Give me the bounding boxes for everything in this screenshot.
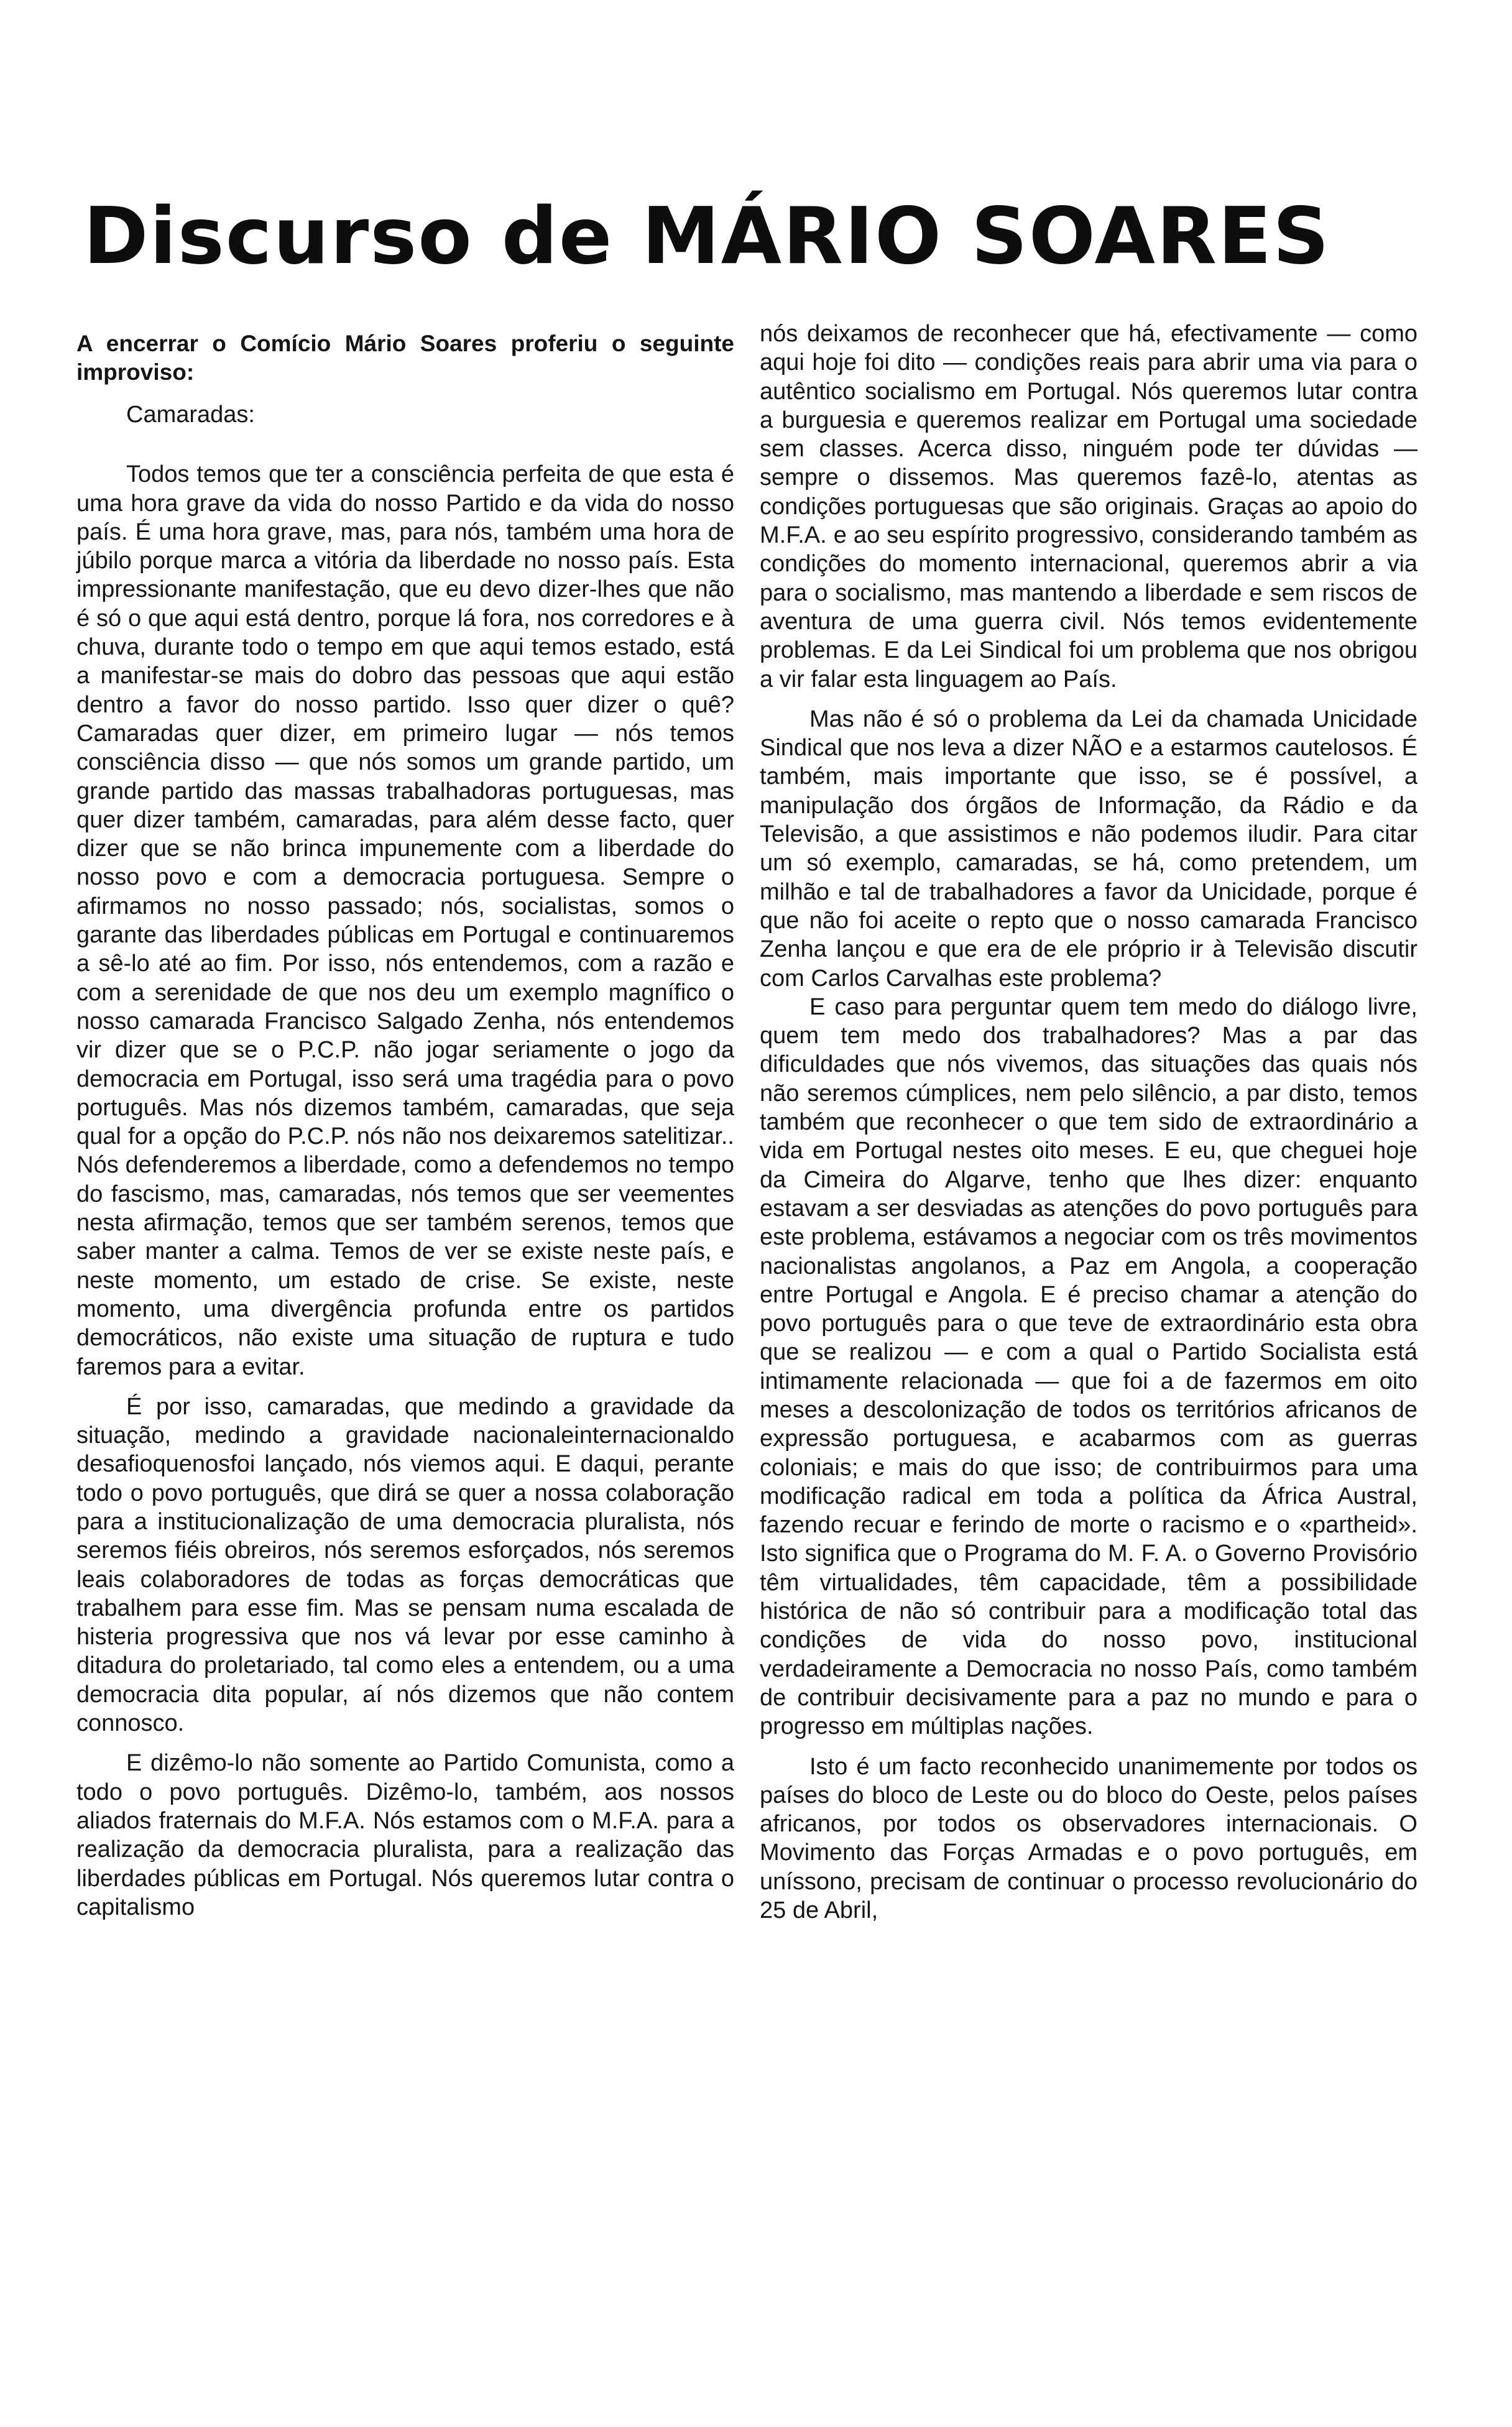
paragraph: E caso para perguntar quem tem medo do diálogo livre, quem tem medo dos trabalhadores? Mas a par das dificuldades que nós vivemos, das situações das quais nós não seremos cúmplices, nem pelo silêncio, a par disto, temos também que reconhecer o que tem sido de extraordinário a vida em Portugal nestes oito meses. E eu, que cheguei hoje da Cimeira do Algarve, tenho que lhes dizer: enquanto estavam a ser desviadas as atenções do povo português para este problema, estávamos a negociar com os três movimentos nacionalistas angolanos, a Paz em Angola, a cooperação entre Portugal e Angola. E é preciso chamar a atenção do povo português para o que teve de extraordinário esta obra que se realizou — e com a qual o Partido Socialista está intimamente relacionada — que foi a de fazermos em oito meses a descolonização de todos os territórios africanos de expressão portuguesa, e acabarmos com as guerras coloniais; e mais do que isso; de contribuirmos para uma modificação radical em toda a política da África Austral, fazendo recuar e ferindo de morte o racismo e o «partheid». Isto significa que o Programa do M. F. A. o Governo Provisório têm virtualidades, têm capacidade, têm a possibilidade histórica de não só contribuir para a modificação total das condições de vida do nosso povo, institucional verdadeiramente a Democracia no nosso País, como também de contribuir decisivamente para a paz no mundo e para o progresso em múltiplas nações. xyxy=(760,993,1418,1740)
paragraph: É por isso, camaradas, que medindo a gravidade da situação, medindo a gravidade nacionaleinternacionaldo desafioquenosfoi lançado, nós viemos aqui. E daqui, perante todo o povo português, que dirá se quer a nossa colaboração para a institucionalização de uma democracia pluralista, nós seremos fiéis obreiros, nós seremos esforçados, nós seremos leais colaboradores de todas as forças democráticas que trabalhem para esse fim. Mas se pensam numa escalada de histeria progressiva que nos vá levar por esse caminho à ditadura do proletariado, tal como eles a entendem, ou a uma democracia dita popular, aí nós dizemos que não contem connosco. xyxy=(76,1393,734,1737)
right-column xyxy=(760,320,1418,1925)
paragraph: E dizêmo-lo não somente ao Partido Comunista, como a todo o povo português. Dizêmo-lo, também, aos nossos aliados fraternais do M.F.A. Nós estamos com o M.F.A. para a realização da democracia pluralista, para a realização das liberdades públicas em Portugal. Nós queremos lutar contra o capitalismo xyxy=(76,1750,734,1920)
paragraph: nós deixamos de reconhecer que há, efectivamente — como aqui hoje foi dito — condições reais para abrir uma via para o autêntico socialismo em Portugal. Nós queremos lutar contra a burguesia e queremos realizar em Portugal uma sociedade sem classes. Acerca disso, ninguém pode ter dúvidas — sempre o dissemos. Mas queremos fazê-lo, atentas as condições portuguesas que são originais. Graças ao apoio do M.F.A. e ao seu espírito progressivo, considerando também as condições do momento internacional, queremos abrir a via para o socialismo, mas mantendo a liberdade e sem riscos de aventura de uma guerra civil. Nós temos evidentemente problemas. E da Lei Sindical foi um problema que nos obrigou a vir falar esta linguagem ao País. xyxy=(760,321,1418,693)
article-intro: A encerrar o Comício Mário Soares proferiu o seguinte improviso: xyxy=(76,331,734,385)
greeting: Camaradas: xyxy=(126,402,255,428)
article-title: Discurso de MÁRIO SOARES xyxy=(83,190,1330,282)
paragraph: Mas não é só o problema da Lei da chamada Unicidade Sindical que nos leva a dizer NÃO e a estarmos cautelosos. É também, mais importante que isso, se é possível, a manipulação dos órgãos de Informação, da Rádio e da Televisão, a que assistimos e não podemos iludir. Para citar um só exemplo, camaradas, se há, como pretendem, um milhão e tal de trabalhadores a favor da Unicidade, porque é que não foi aceite o repto que o nosso camarada Francisco Zenha lançou e que era de ele próprio ir à Televisão discutir com Carlos Carvalhas este problema? xyxy=(760,706,1418,992)
paragraph: Isto é um facto reconhecido unanimemente por todos os países do bloco de Leste ou do bloco do Oeste, pelos países africanos, por todos os observadores internacionais. O Movimento das Forças Armadas e o povo português, em uníssono, precisam de continuar o processo revolucionário do 25 de Abril, xyxy=(760,1753,1418,1924)
paragraph: Todos temos que ter a consciência perfeita de que esta é uma hora grave da vida do nosso Partido e da vida do nosso país. É uma hora grave, mas, para nós, também uma hora de júbilo porque marca a vitória da liberdade no nosso país. Esta impressionante manifestação, que eu devo dizer-lhes que não é só o que aqui está dentro, porque lá fora, nos corredores e à chuva, durante todo o tempo em que aqui temos estado, está a manifestar-se mais do dobro das pessoas que aqui estão dentro a favor do nosso partido. Isso quer dizer o quê? Camaradas quer dizer, em primeiro lugar — nós temos consciência disso — que nós somos um grande partido, um grande partido das massas trabalhadoras portuguesas, mas quer dizer também, camaradas, para além desse facto, quer dizer que se não brinca impunemente com a liberdade do nosso povo e com a democracia portuguesa. Sempre o afirmamos no nosso passado; nós, socialistas, somos o garante das liberdades públicas em Portugal e continuaremos a sê-lo até ao fim. Por isso, nós entendemos, com a razão e com a serenidade de que nos deu um exemplo magnífico o nosso camarada Francisco Salgado Zenha, nós entendemos vir dizer que se o P.C.P. não jogar seriamente o jogo da democracia em Portugal, isso será uma tragédia para o povo português. Mas nós dizemos também, camaradas, que seja qual for a opção do P.C.P. nós não nos deixaremos satelitizar.. Nós defenderemos a liberdade, como a defendemos no tempo do fascismo, mas, camaradas, nós temos que ser veementes nesta afirmação, temos que ser também serenos, temos que saber manter a calma. Temos de ver se existe neste país, e neste momento, um estado de crise. Se existe, neste momento, uma divergência profunda entre os partidos democráticos, não existe uma situação de ruptura e tudo faremos para a evitar. xyxy=(76,461,734,1380)
left-column xyxy=(76,329,734,1922)
